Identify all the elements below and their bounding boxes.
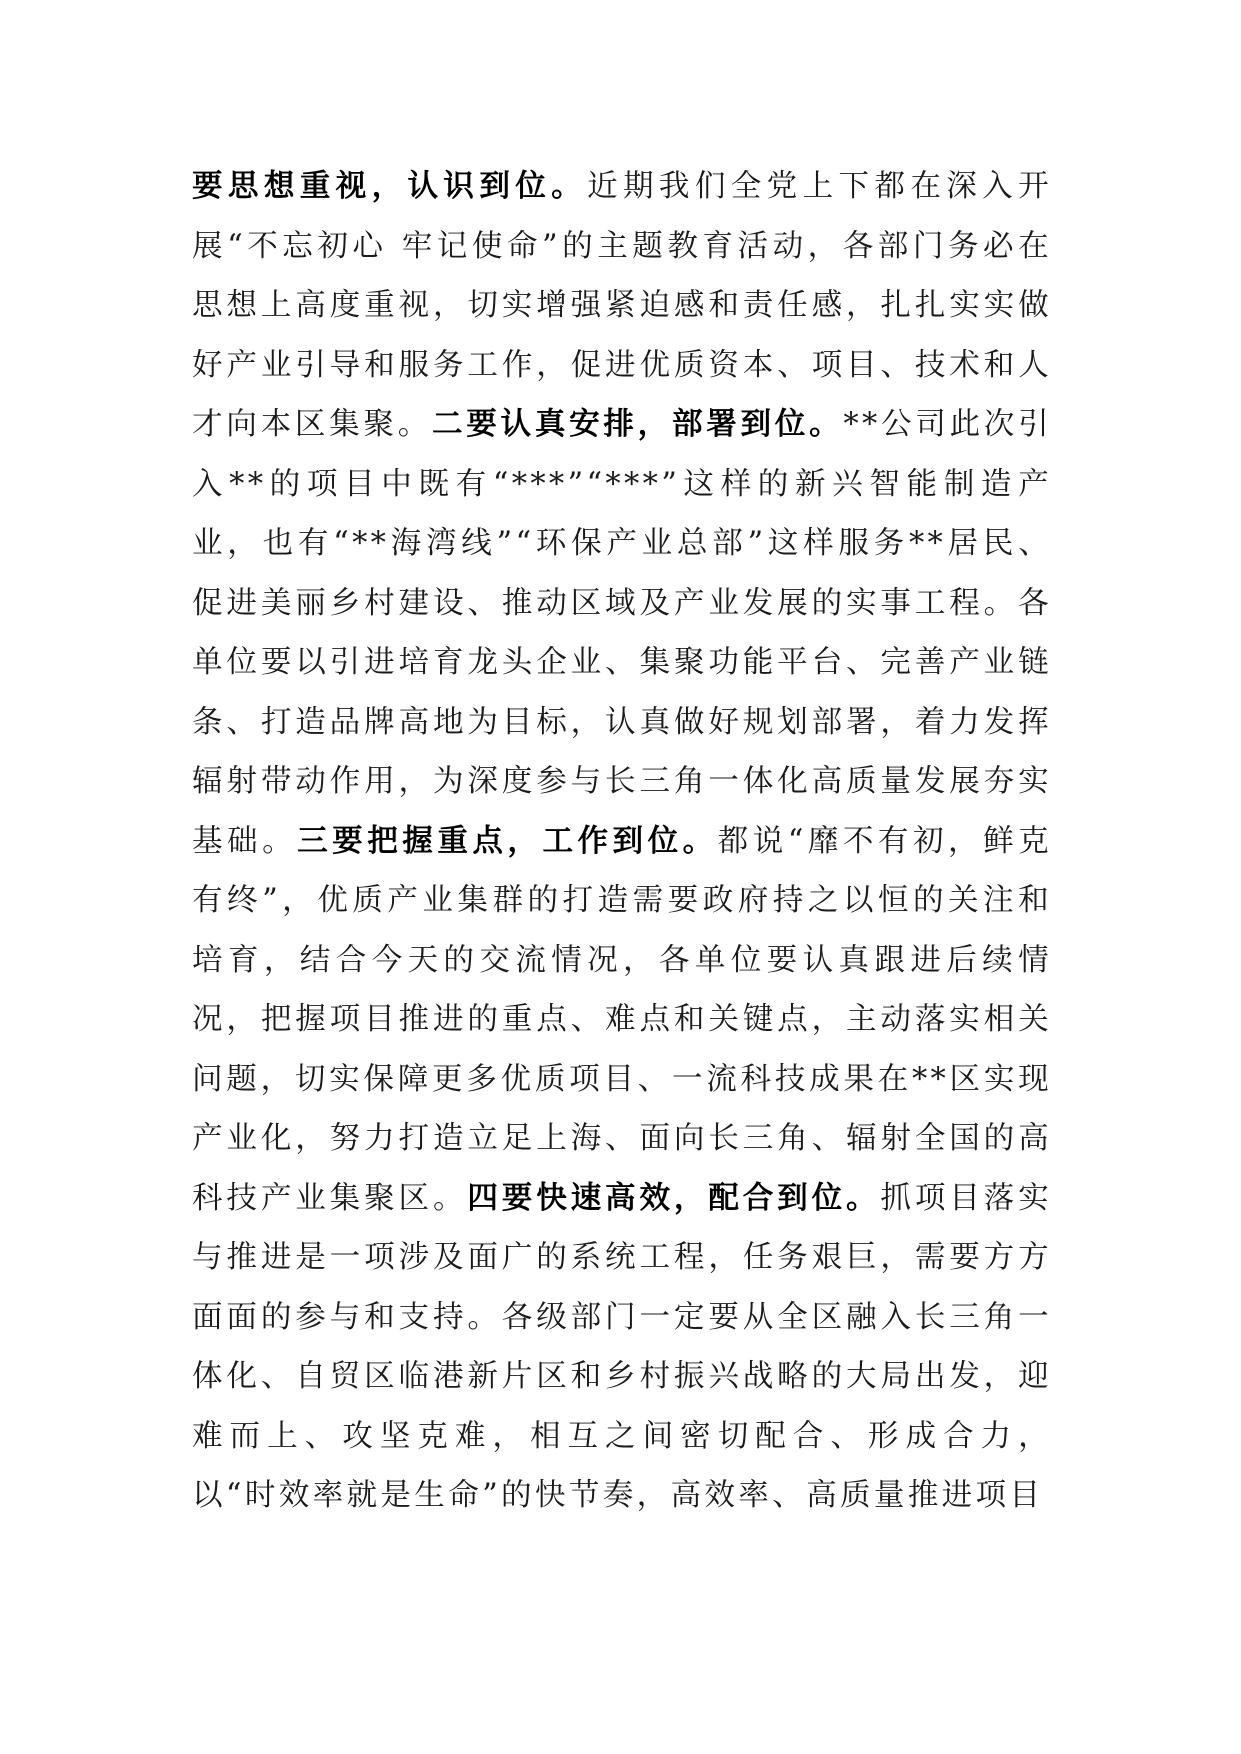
point-1-text: 近期我们全党上下都在深入开展“不忘初心 牢记使命”的主题教育活动，各部门务必在思想上高度重视，切实增强紧迫感和责任感，扎扎实实做好产业引导和服务工作，促进优质资本、项目、技术和人才向本区集聚。 <box>192 169 1052 442</box>
point-3-text: 都说“靡不有初，鲜克有终”，优质产业集群的打造需要政府持之以恒的关注和培育，结合今天的交流情况，各单位要认真跟进后续情况，把握项目推进的重点、难点和关键点，主动落实相关问题，切实保障更多优质项目、一流科技成果在**区实现产业化，努力打造立足上海、面向长三角、辐射全国的高科技产业集聚区。 <box>192 823 1053 1216</box>
point-4-heading: 四要快速高效，配合到位。 <box>467 1179 881 1216</box>
body-paragraph <box>192 157 1052 1526</box>
point-2-text: **公司此次引入**的项目中既有“***”“***”这样的新兴智能制造产业，也有“**海湾线”“环保产业总部”这样服务**居民、促进美丽乡村建设、推动区域及产业发展的实事工程。各单位要以引进培育龙头企业、集聚功能平台、完善产业链条、打造品牌高地为目标，认真做好规划部署，着力发挥辐射带动作用，为深度参与长三角一体化高质量发展夯实基础。 <box>192 407 1052 859</box>
point-3-heading: 三要把握重点，工作到位。 <box>297 822 718 859</box>
point-2-heading: 二要认真安排，部署到位。 <box>431 406 844 442</box>
point-1-heading: 要思想重视，认识到位。 <box>192 168 588 204</box>
point-4-text: 抓项目落实与推进是一项涉及面广的系统工程，任务艰巨，需要方方面面的参与和支持。各级部门一定要从全区融入长三角一体化、自贸区临港新片区和乡村振兴战略的大局出发，迎难而上、攻坚克难，相互之间密切配合、形成合力，以“时效率就是生命”的快节奏，高效率、高质量推进项目 <box>192 1180 1052 1513</box>
